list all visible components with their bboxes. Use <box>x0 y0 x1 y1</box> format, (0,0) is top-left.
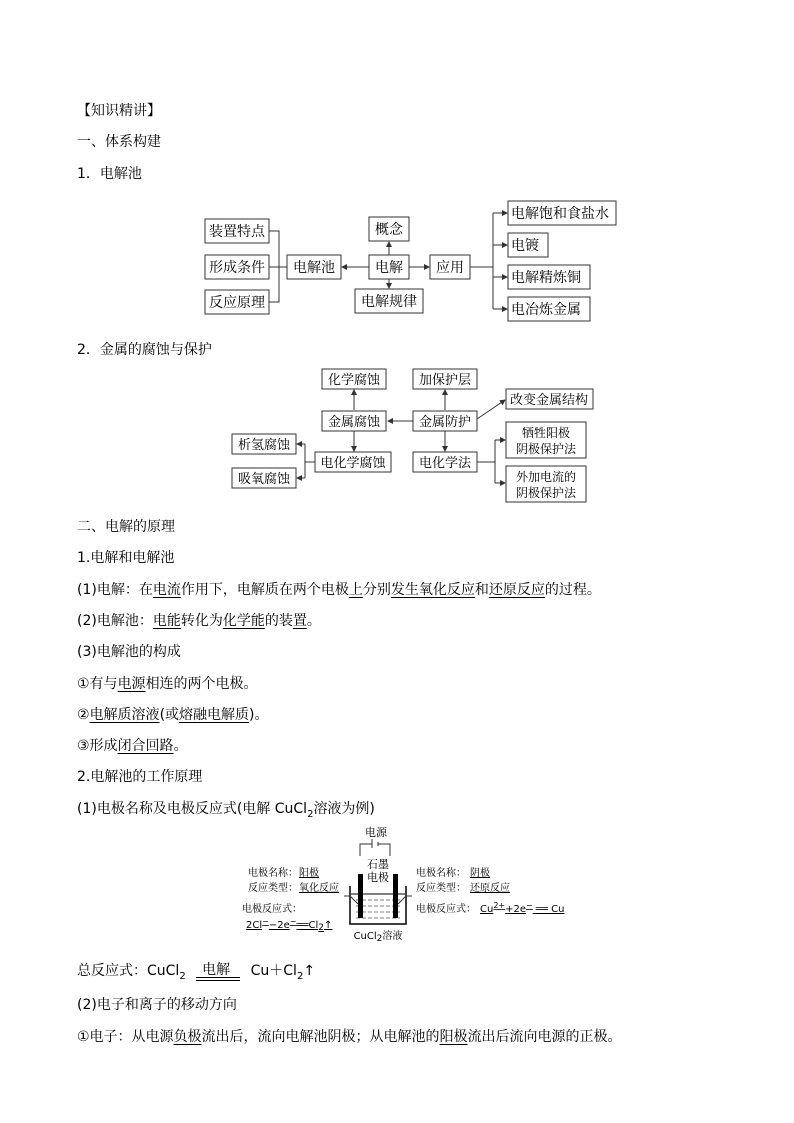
diagram1-left-3: 反应原理 <box>209 295 265 311</box>
diagram2-emethod: 电化学法 <box>418 456 472 471</box>
left-name-label: 电极名称： <box>248 868 298 879</box>
diagram2-struct: 改变金属结构 <box>509 393 589 408</box>
diagram2-chem: 化学腐蚀 <box>327 373 381 388</box>
diagram1-right-4: 电冶炼金属 <box>511 302 581 318</box>
electrolysis-concept-diagram <box>195 195 625 330</box>
para-composition-1: ①有与电源相连的两个电极。 <box>77 676 258 692</box>
para-electron-flow: ①电子：从电源负极流出后，流向电解池阴极；从电解池的阳极流出后流向电源的正极。 <box>77 1029 622 1045</box>
left-type-label: 反应类型： <box>248 883 298 894</box>
right-name-label: 电极名称： <box>416 868 466 879</box>
para-electrolysis-def: (1)电解：在电流作用下，电解质在两个电极上分别发生氧化反应和还原反应的过程。 <box>77 582 601 598</box>
para-composition-3: ③形成闭合回路。 <box>77 738 188 754</box>
diagram2-sac1: 牺牲阳极 <box>521 426 571 440</box>
item-corrosion: 2．金属的腐蚀与保护 <box>77 342 212 358</box>
right-name: 阴极 <box>470 868 490 879</box>
right-type: 还原反应 <box>470 883 510 894</box>
electrolysis-apparatus <box>238 824 568 946</box>
diagram2-o2: 吸氧腐蚀 <box>237 472 291 487</box>
item-electrolytic-cell: 1．电解池 <box>77 166 142 182</box>
right-eq: $Cu^{2+}+2e^-$ ══ Cu <box>480 901 565 915</box>
left-name: 阳极 <box>299 868 319 879</box>
left-type: 氧化反应 <box>299 883 339 894</box>
diagram2-corrode: 金属腐蚀 <box>327 415 381 430</box>
diagram1-cell: 电解池 <box>293 260 335 276</box>
right-type-label: 反应类型： <box>416 883 466 894</box>
section-title-principle: 二、电解的原理 <box>77 519 175 535</box>
right-eq-label: 电极反应式： <box>416 904 476 915</box>
graphite-label-2: 电极 <box>367 871 389 884</box>
diagram1-app: 应用 <box>436 260 464 276</box>
diagram2-ext2: 阴极保护法 <box>515 486 577 500</box>
section-title-system: 一、体系构建 <box>77 134 161 150</box>
total-reaction: 总反应式：CuCl$_2$ 电解 $Cu+Cl_2↑$ <box>77 962 316 982</box>
knowledge-header: 【知识精讲】 <box>77 103 161 119</box>
left-eq: 2Cl−−2e−══Cl2↑ <box>246 917 333 933</box>
diagram1-right-2: 电镀 <box>511 238 539 254</box>
para-cell-def: (2)电解池：电能转化为化学能的装置。 <box>77 613 321 629</box>
para-composition: (3)电解池的构成 <box>77 644 181 660</box>
subtitle-movement: (2)电子和离子的移动方向 <box>77 997 237 1013</box>
diagram1-bottom: 电解规律 <box>361 294 417 310</box>
diagram1-right-1: 电解饱和食盐水 <box>511 206 609 222</box>
para-composition-2: ②电解质溶液(或熔融电解质)。 <box>77 707 269 723</box>
diagram1-top: 概念 <box>375 222 403 238</box>
diagram1-left-2: 形成条件 <box>209 260 265 276</box>
diagram2-ext1: 外加电流的 <box>515 470 577 484</box>
power-label: 电源 <box>365 826 387 839</box>
diagram2-h2: 析氢腐蚀 <box>237 438 291 453</box>
subtitle-working-principle: 2.电解池的工作原理 <box>77 769 203 785</box>
left-eq-label: 电极反应式： <box>242 904 302 915</box>
para-electrode-names: (1)电极名称及电极反应式(电解 CuCl$_2$溶液为例) <box>77 801 375 820</box>
solution-label: CuCl2溶液 <box>353 931 403 944</box>
diagram1-left-1: 装置特点 <box>209 224 265 240</box>
diagram2-protect: 金属防护 <box>418 415 472 430</box>
diagram1-right-3: 电解精炼铜 <box>511 270 581 286</box>
diagram1-center: 电解 <box>375 260 403 276</box>
diagram2-echem: 电化学腐蚀 <box>320 456 386 471</box>
diagram2-sac2: 阴极保护法 <box>515 442 577 456</box>
graphite-label-1: 石墨 <box>367 858 389 871</box>
diagram2-layer: 加保护层 <box>418 373 472 388</box>
corrosion-protection-diagram <box>225 365 600 505</box>
subtitle-electrolysis: 1.电解和电解池 <box>77 550 175 566</box>
